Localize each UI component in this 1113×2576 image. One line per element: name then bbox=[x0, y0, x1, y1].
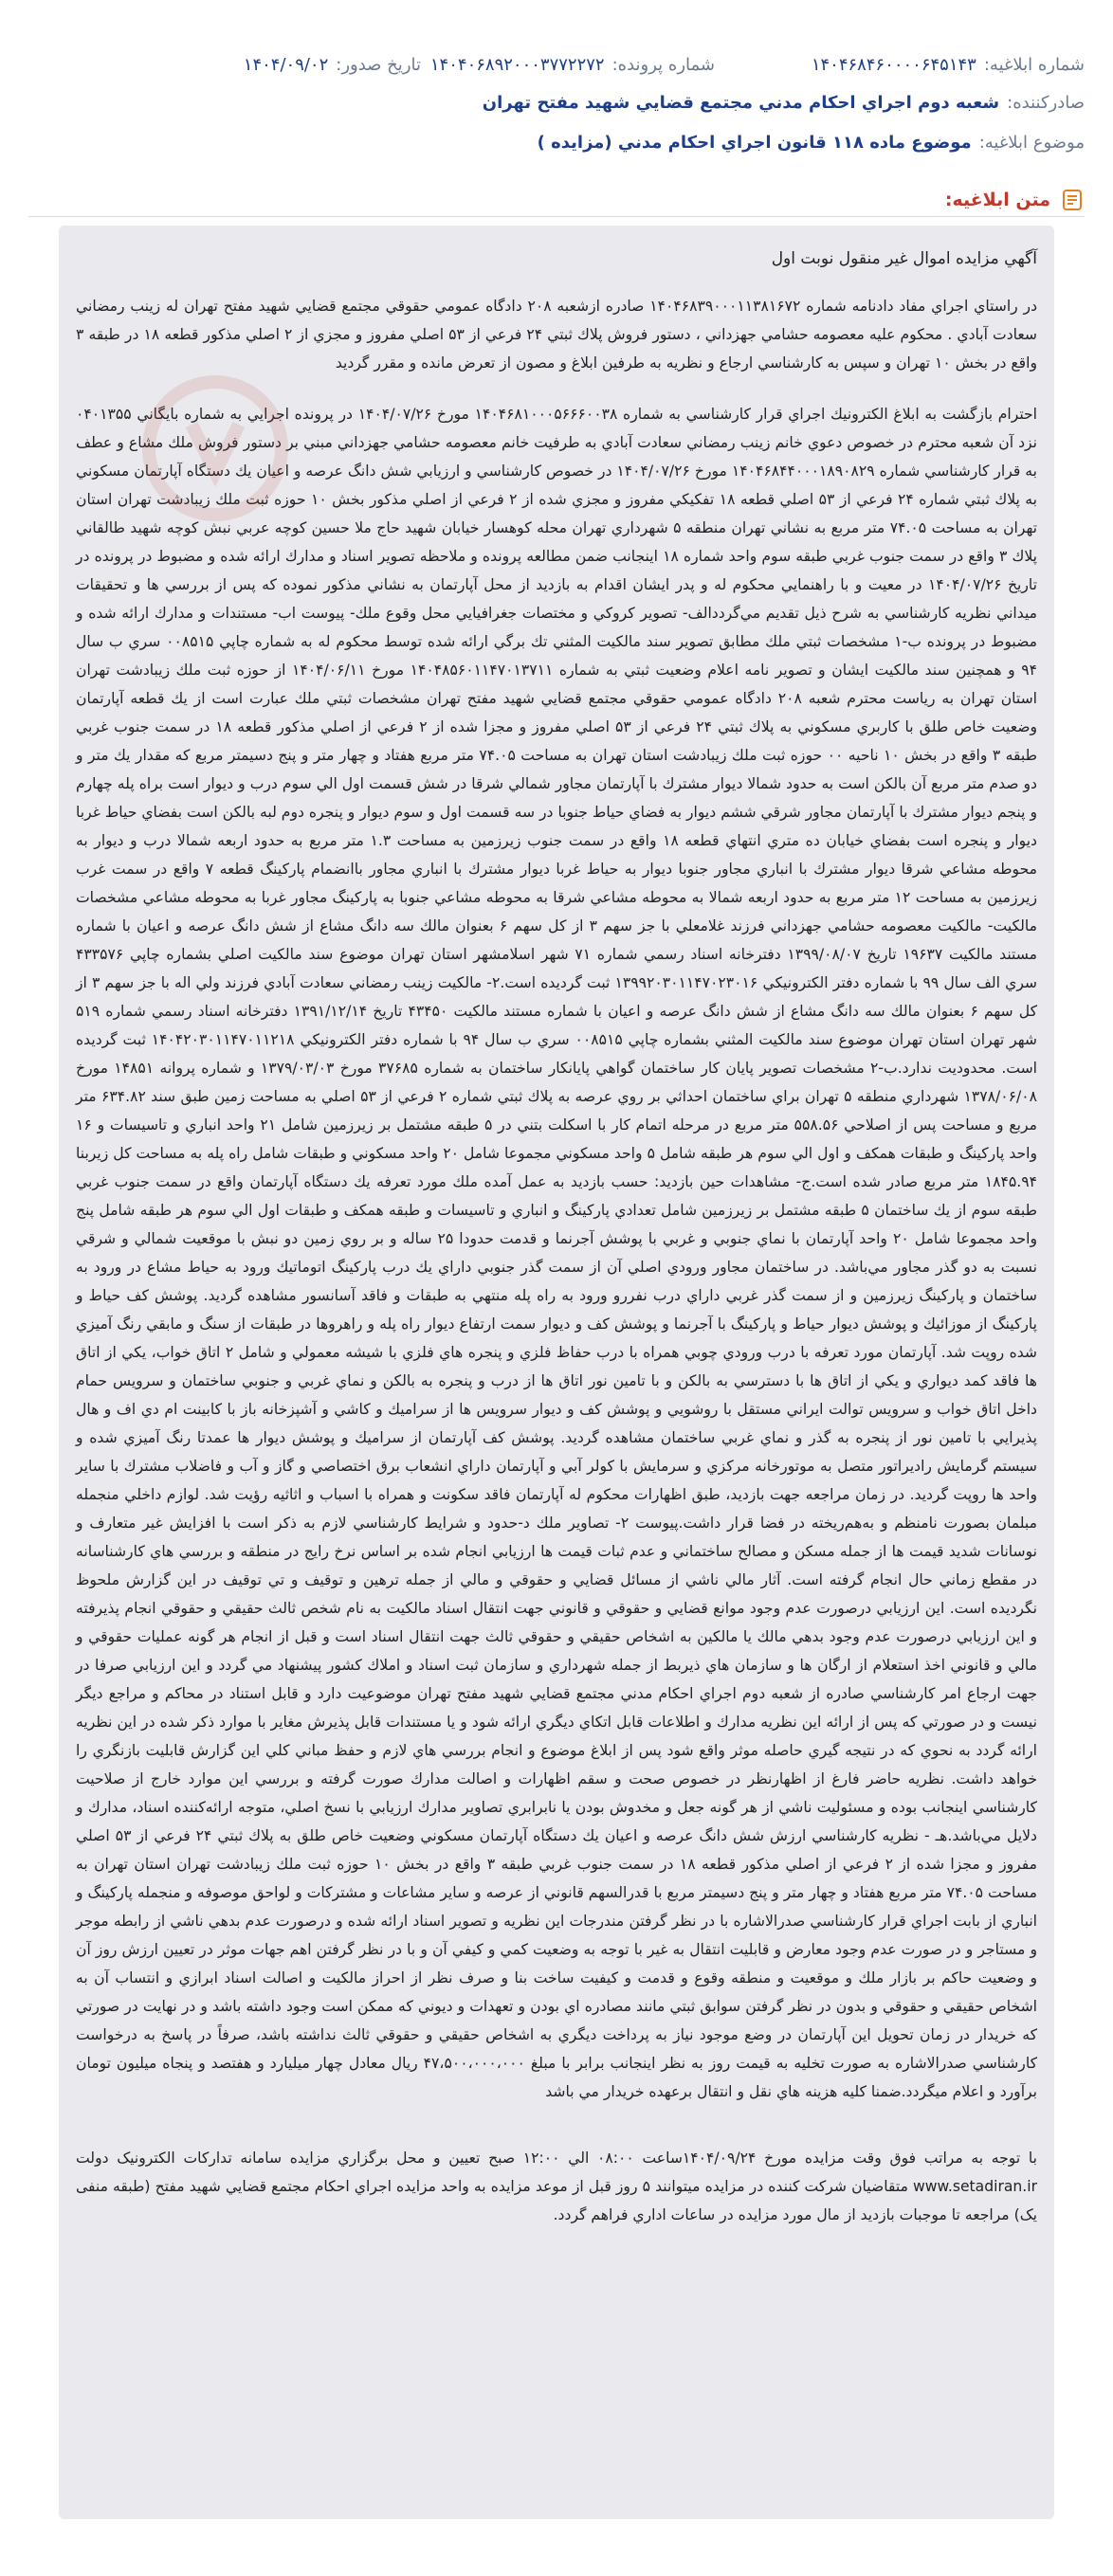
document-icon bbox=[1060, 188, 1085, 212]
ad-title: آگهي مزايده اموال غير منقول نوبت اول bbox=[771, 249, 1037, 268]
issuer-label: صادركننده: bbox=[1007, 92, 1085, 113]
header-meta-row bbox=[28, 45, 1085, 83]
notice-number-label: شماره ابلاغيه: bbox=[983, 54, 1085, 75]
subject-label: موضوع ابلاغيه: bbox=[978, 132, 1085, 153]
issuer-row bbox=[28, 83, 1085, 121]
notice-number: ۱۴۰۴۶۸۴۶۰۰۰۰۶۴۵۱۴۳ bbox=[811, 54, 976, 75]
notice-header bbox=[0, 0, 1113, 153]
case-number: ۱۴۰۴۰۶۸۹۲۰۰۰۳۷۷۲۲۷۲ bbox=[429, 54, 605, 75]
divider bbox=[28, 216, 1085, 217]
case-number-group bbox=[430, 55, 715, 75]
notice-text-heading bbox=[945, 188, 1085, 212]
expert-report-paragraph: احترام بازگشت به ابلاغ الكترونيك اجراي قرار كارشناسي به شماره ۱۴۰۴۶۸۱۰۰۰۵۶۶۶۰۰۳۸ مورخ ۱۴۰۴/۰۷/۲۶ در پرونده اجرايي به شماره بايگاني ۰۴۰۱۳۵۵ نزد آن شعبه محترم در خصوص دعوي خانم زينب رمضاني سعادت آبادي به طرفيت خانم معصومه حشامي جهزداني مبني بر دستور فروش ملك مشاع و عطف به قرار كارشناسي شماره ۱۴۰۴۶۸۴۴۰۰۰۱۸۹۰۸۲۹ مورخ ۱۴۰۴/۰۷/۲۶ در خصوص كارشناسي و ارزيابي شش دانگ عرصه و اعيان يك دستگاه آپارتمان مسكوني به پلاك ثبتي شماره ۲۴ فرعي از ۵۳ اصلي قطعه ۱۸ تفكيكي مفروز و مجزي شده از ۲ فرعي از اصلي مذكور بخش ۱۰ حوزه ثبت ملك زيبادشت تهران استان تهران به مساحت ۷۴.۰۵ متر مربع به نشاني تهران منطقه ۵ شهرداري تهران محله كوهسار خيابان شهيد حاج ملا حسين كوچه عربي نبش كوچه شهيد طالقاني پلاك ۳ واقع در سمت جنوب غربي طبقه سوم واحد شماره ۱۸ اينجانب ضمن مطالعه پرونده و ملاحظه تصوير اسناد و مدارك ارائه شده و مضبوط در پرونده در تاريخ ۱۴۰۴/۰۷/۲۶ در معيت و با راهنمايي محكوم له و پدر ايشان اقدام به بازديد از محل آپارتمان به نشاني مذكور نموده كه پس از بررسي ها و تحقيقات ميداني نظريه كارشناسي به شرح ذيل تقديم مي‌گرددالف- تصوير كروكي و مختصات جغرافيايي محل وقوع ملك- پيوست اب- مستندات و مدارك ارائه شده و مضبوط در پرونده ب-۱ مشخصات ثبتي ملك مطابق تصوير سند مالكيت المثني تك برگي ارائه شده توسط محكوم له به شماره چاپي ۰۰۸۵۱۵ سري ب سال ۹۴ و همچنين سند مالكيت ايشان و تصوير نامه اعلام وضعيت ثبتي به شماره ۱۴۰۴۸۵۶۰۱۱۴۷۰۱۳۷۱۱ مورخ ۱۴۰۴/۰۶/۱۱ از حوزه ثبت ملك زيبادشت تهران استان تهران به رياست محترم شعبه ۲۰۸ دادگاه عمومي حقوقي مجتمع قضايي شهيد مفتح تهران مشخصات ثبتي ملك عبارت است از يك قطعه آپارتمان وضعيت خاص طلق با كاربري مسكوني به پلاك ثبتي ۲۴ فرعي از ۵۳ اصلي مفروز و مجزا شده از ۲ فرعي از اصلي مذكور قطعه ۱۸ در سمت جنوب غربي طبقه ۳ واقع در بخش ۱۰ ناحيه ۰۰ حوزه ثبت ملك زيبادشت استان تهران به مساحت ۷۴.۰۵ متر مربع هفتاد و چهار متر و پنج دسيمتر مربع كه مقدار يك متر و دو صدم متر مربع آن بالكن است به حدود شمالا ديوار مشترك با آپارتمان مجاور شمالي شرقا در شش قسمت اول الي سوم درب و ديوار است براه پله چهارم و پنجم ديوار مشترك با آپارتمان مجاور شرقي ششم ديوار به فضاي حياط جنوبا در سه قسمت اول و سوم ديوار و پنجره دوم لبه بالكن است بفضاي حياط غربا ديوار و پنجره است بفضاي خيابان ده متري انتهاي قطعه ۱۸ واقع در سمت جنوب زيرزمين به مساحت ۱.۳ متر مربع به حدود اربعه شمالا درب و ديوار به محوطه مشاعي شرقا ديوار مشترك با انباري مجاور جنوبا ديوار به حياط غربا ديوار مشترك با انباري مجاور باانضمام پاركينگ قطعه ۷ واقع در سمت غرب زيرزمين به مساحت ۱۲ متر مربع به حدود اربعه شمالا به محوطه مشاعي شرقا به محوطه مشاعي جنوبا به پاركينگ مجاور غربا به محوطه مشاعي مشخصات مالكيت- مالكيت معصومه حشامي جهزداني فرزند غلامعلي با جز سهم ۳ از كل سهم ۶ بعنوان مالك سه دانگ مشاع از شش دانگ عرصه و اعيان با شماره مستند مالكيت ۱۹۶۳۷ تاريخ ۱۳۹۹/۰۸/۰۷ دفترخانه اسناد رسمي شماره ۷۱ شهر اسلامشهر استان تهران موضوع سند مالكيت اصلي بشماره چاپي ۴۳۳۵۷۶ سري الف سال ۹۹ با شماره دفتر الكترونيكي ۱۳۹۹۲۰۳۰۱۱۴۷۰۲۳۰۱۶ ثبت گرديده است.۲- مالكيت زينب رمضاني سعادت آبادي فرزند ولي اله با جز سهم ۳ از كل سهم ۶ بعنوان مالك سه دانگ مشاع از شش دانگ عرصه و اعيان با شماره مستند مالكيت ۴۳۴۵۰ تاريخ ۱۳۹۱/۱۲/۱۴ دفترخانه اسناد رسمي شماره ۵۱۹ شهر تهران استان تهران موضوع سند مالكيت المثني بشماره چاپي ۰۰۸۵۱۵ سري ب سال ۹۴ با شماره دفتر الكترونيكي ۱۴۰۴۲۰۳۰۱۱۴۷۰۱۱۲۱۸ ثبت گرديده است. محدوديت ندارد.ب-۲ مشخصات تصوير پايان كار ساختمان گواهي پايانكار ساختمان به شماره ۳۷۶۸۵ مورخ ۱۳۷۹/۰۳/۰۳ و شماره پروانه ۱۴۸۵۱ مورخ ۱۳۷۸/۰۶/۰۸ شهرداري منطقه ۵ تهران براي ساختمان احداثي بر روي عرصه به پلاك ثبتي شماره ۲ فرعي از ۵۳ اصلي به مساحت زمين طبق سند ۶۳۴.۸۲ متر مربع و مساحت پس از اصلاحي ۵۵۸.۵۶ متر مربع در مرحله اتمام كار با اسكلت بتني در ۵ طبقه مشتمل بر زيرزمين شامل ۲۱ واحد انباري و تاسيسات و ۱۶ واحد پاركينگ و طبقات همكف و اول الي سوم هر طبقه شامل ۵ واحد مسكوني مجموعا شامل ۲۰ واحد مسكوني و طبقات شامل راه پله به مساحت كل زيربنا ۱۸۴۵.۹۴ متر مربع صادر شده است.ج- مشاهدات حين بازديد: حسب بازديد به عمل آمده ملك مورد تعرفه يك دستگاه آپارتمان واقع در سمت جنوب غربي طبقه سوم از يك ساختمان ۵ طبقه مشتمل بر زيرزمين شامل تعدادي پاركينگ و انباري و تاسيسات و طبقه همكف و طبقات اول الي سوم هر طبقه شامل پنج واحد مجموعا شامل ۲۰ واحد آپارتمان با نماي جنوبي و غربي با پوشش آجرنما و قدمت حدودا ۲۵ ساله و بر روي زمين دو نبش با موقعيت شمالي و شرقي نسبت به دو گذر مجاور مي‌باشد. در ساختمان مجاور ورودي اصلي آن از سمت گذر جنوبي داراي يك درب پاركينگ اتوماتيك ورود به حياط مشاع در ورود به ساختمان و پاركينگ زيرزمين و از سمت گذر غربي داراي درب نفررو ورود به راه پله منتهي به طبقات و فاقد آسانسور مشاهده گرديد. پوشش كف حياط و پاركينگ از موزائيك و پوشش ديوار حياط و پاركينگ با آجرنما و پوشش كف و ديوار سمت ارتفاع ديوار راه پله و راهروها در طبقات از سنگ و مابقي رنگ آميزي شده روپت شد. آپارتمان مورد تعرفه با درب ورودي چوبي همراه با درب حفاظ فلزي و پنجره هاي فلزي با شيشه معمولي و شامل ۲ اتاق خواب، يكي از اتاق ها فاقد كمد ديواري و يكي از اتاق ها با دسترسي به بالكن و با تامين نور اتاق ها از درب و پنجره به بالكن و نماي غربي و جنوبي ساختمان و سرويس حمام داخل اتاق خواب و سرويس توالت ايراني مستقل با روشويي و پوشش كف و ديوار سرويس ها از سراميك و كاشي و آشپزخانه باز با كابينت ام دي اف و هال پذيرايي با تامين نور از پنجره به گذر و نماي غربي ساختمان مشاهده گرديد. پوشش كف آپارتمان از سراميك و پوشش ديوار ها عمدتا رنگ آميزي شده و سيستم گرمايش راديراتور متصل به موتورخانه مركزي و سرمايش با كولر آبي و آپارتمان داراي انشعاب برق اختصاصي و گاز و آب و فاضلاب مشترك با ساير واحد ها روپت گرديد. در زمان مراجعه جهت بازديد، طبق اظهارات محكوم له آپارتمان فاقد سكونت و همراه با اسباب و اثاثيه رؤيت شد. لوازم داخلي منجمله مبلمان بصورت نامنظم و به‌هم‌ريخته در فضا قرار داشت.پيوست ۲- تصاوير ملك د-حدود و شرايط كارشناسي لازم به ذكر است با افزايش غير متعارف و نوسانات شديد قيمت ها از جمله مسكن و مصالح ساختماني و عدم ثبات قيمت ها ارزيابي انجام شده بر اساس نرخ رايج در منطقه و بررسي هاي كارشناسانه در مقطع زماني حال انجام گرفته است. آثار مالي ناشي از مسائل قضايي و حقوقي و مالي از جمله ترهين و توقيف و تي توقيف در اين گزارش ملحوظ نگرديده است. اين ارزيابي درصورت عدم وجود موانع قضايي و حقوقي و قانوني جهت انتقال اسناد مالكيت به نام شخص ثالث حقيقي و حقوقي انجام پذيرفته و اين ارزيابي درصورت عدم وجود بدهي مالك يا مالكين به اشخاص حقيقي و حقوقي ثالث جهت انتقال اسناد است و قبل از انجام هر گونه عمليات حقوقي و مالي و قانوني اخذ استعلام از ارگان ها و سازمان هاي ذيربط از جمله شهرداري و سازمان ثبت اسناد و املاك كشور پيشنهاد مي گردد و اين ارزيابي صرفا در جهت ارجاع امر كارشناسي صادره از شعبه دوم اجراي احكام مدني مجتمع قضايي شهيد مفتح تهران موضوعيت دارد و قابل استناد در محاكم و مراجع ديگر نيست و در صورتي كه پس از ارائه اين نظريه مدارك و اطلاعات قابل اتكاي ديگري ارائه شود و يا مستندات قابل پذيرش مغاير با موارد ذكر شده در اين نظريه ارائه گردد به نحوي كه در نتيجه گيري حاصله موثر واقع شود پس از ابلاغ موضوع و انجام بررسي هاي لازم و حفظ مباني كلي اين گزارش قابليت بازنگري را خواهد داشت. نظريه حاضر فارغ از اظهارنظر در خصوص صحت و سقم اظهارات و اصالت مدارك صورت گرفته و بررسي اين موارد خارج از صلاحيت كارشناسي اينجانب بوده و مسئوليت ناشي از هر گونه جعل و مخدوش بودن يا نابرابري تصاوير مدارك ارزيابي با نسخ اصلي، متوجه ارائه‌كننده اسناد، مدارك و دلايل مي‌باشد.هـ - نظريه كارشناسي ارزش شش دانگ عرصه و اعيان يك دستگاه آپارتمان مسكوني وضعيت خاص طلق به پلاك ثبتي ۲۴ فرعي از ۵۳ اصلي مفروز و مجزا شده از ۲ فرعي از اصلي مذكور قطعه ۱۸ در سمت جنوب غربي طبقه ۳ واقع در بخش ۱۰ حوزه ثبت ملك زيبادشت تهران استان تهران به مساحت ۷۴.۰۵ متر مربع هفتاد و چهار متر و پنج دسيمتر مربع با قدرالسهم قانوني از عرصه و ساير مشاعات و مشتركات و لواحق موصوفه و منجمله پاركينگ و انباري از بابت اجراي قرار كارشناسي صدرالاشاره با در نظر گرفتن مندرجات اين نظريه و تصوير اسناد ارائه شده و درصورت عدم بدهي ناشي از رابطه موجر و مستاجر و در صورت عدم وجود معارض و قابليت انتقال به غير با توجه به وضعيت كمي و كيفي آن و با در نظر گرفتن اهم جهات موثر در تعيين ارزش روز آن و وضعيت حاكم بر بازار ملك و موقعيت و منطقه وقوع و قدمت و كيفيت ساخت بنا و صرف نظر از احراز مالكيت و اصالت اسناد ابرازي و انتساب آن به اشخاص حقيقي و حقوقي و بدون در نظر گرفتن سوابق ثبتي مانند مصادره اي بودن و تعهدات و ديوني كه ممكن است وجود داشته باشد و در نهايت در صورتي كه خريدار در زمان تحويل اين آپارتمان در وضع موجود نياز به پرداخت ديگري به اشخاص حقيقي و حقوقي ثالث نداشته باشد، صرفاً در پاسخ به درخواست كارشناسي صدرالاشاره به صورت تخليه به قيمت روز به نظر اينجانب برابر با مبلغ ۴۷،۵۰۰،۰۰۰،۰۰۰ ريال معادل چهار ميليارد و هفتصد و پنجاه ميليون تومان برآورد و اعلام ميگردد.ضمنا كليه هزينه هاي نقل و انتقال برعهده خريدار مي باشد bbox=[76, 406, 1038, 2100]
case-number-label: شماره پرونده: bbox=[611, 54, 715, 75]
subject-row bbox=[28, 123, 1085, 161]
notice-number-group bbox=[812, 55, 1085, 75]
issuer: شعبه دوم اجراي احكام مدني مجتمع قضايي شهيد مفتح تهران bbox=[482, 92, 1000, 113]
notice-text-title: متن ابلاغيه: bbox=[944, 190, 1050, 210]
issue-date-group bbox=[244, 55, 421, 75]
issue-date-label: تاريخ صدور: bbox=[336, 54, 421, 75]
intro-paragraph: در راستاي اجراي مفاد دادنامه شماره ۱۴۰۴۶۸۳۹۰۰۰۱۱۳۸۱۶۷۲ صادره ازشعبه ۲۰۸ دادگاه عمومي حقوقي مجتمع قضايي شهيد مفتح تهران له زينب رمضاني سعادت آبادي . محكوم عليه معصومه حشامي جهزداني ، دستور فروش پلاك ثبتي ۲۴ فرعي از ۵۳ اصلي مفروز و مجزي از ۲ اصلي مذكور قطعه ۱۸ در طبقه ۳ واقع در بخش ۱۰ تهران و سپس به كارشناسي ارجاع و نظريه به طرفين ابلاغ و مصون از تعرض مانده و مقرر گرديد bbox=[76, 298, 1038, 372]
subject: موضوع ماده ۱۱۸ قانون اجراي احكام مدني (مزايده ) bbox=[537, 132, 972, 153]
issue-date: ۱۴۰۴/۰۹/۰۲ bbox=[243, 54, 329, 75]
auction-schedule-paragraph: با توجه به مراتب فوق وقت مزايده مورخ ۱۴۰۴/۰۹/۲۴ساعت ۰۸:۰۰ الي ۱۲:۰۰ صبح تعيين و محل برگزاري مزايده سامانه تدارکات الکترونيک دولت www.setadiran.ir متقاضيان شركت كننده در مزايده ميتوانند ۵ روز قبل از موعد مزايده به واحد مزايده اجراي احكام مجتمع قضايي شهيد مفتح (طبقه منفی يک) مراجعه تا موجبات بازديد از مال مورد مزايده در ساعات اداري فراهم گردد. bbox=[76, 2150, 1038, 2223]
watermark-emblem-icon bbox=[135, 368, 296, 529]
notice-body-panel bbox=[59, 226, 1054, 2519]
